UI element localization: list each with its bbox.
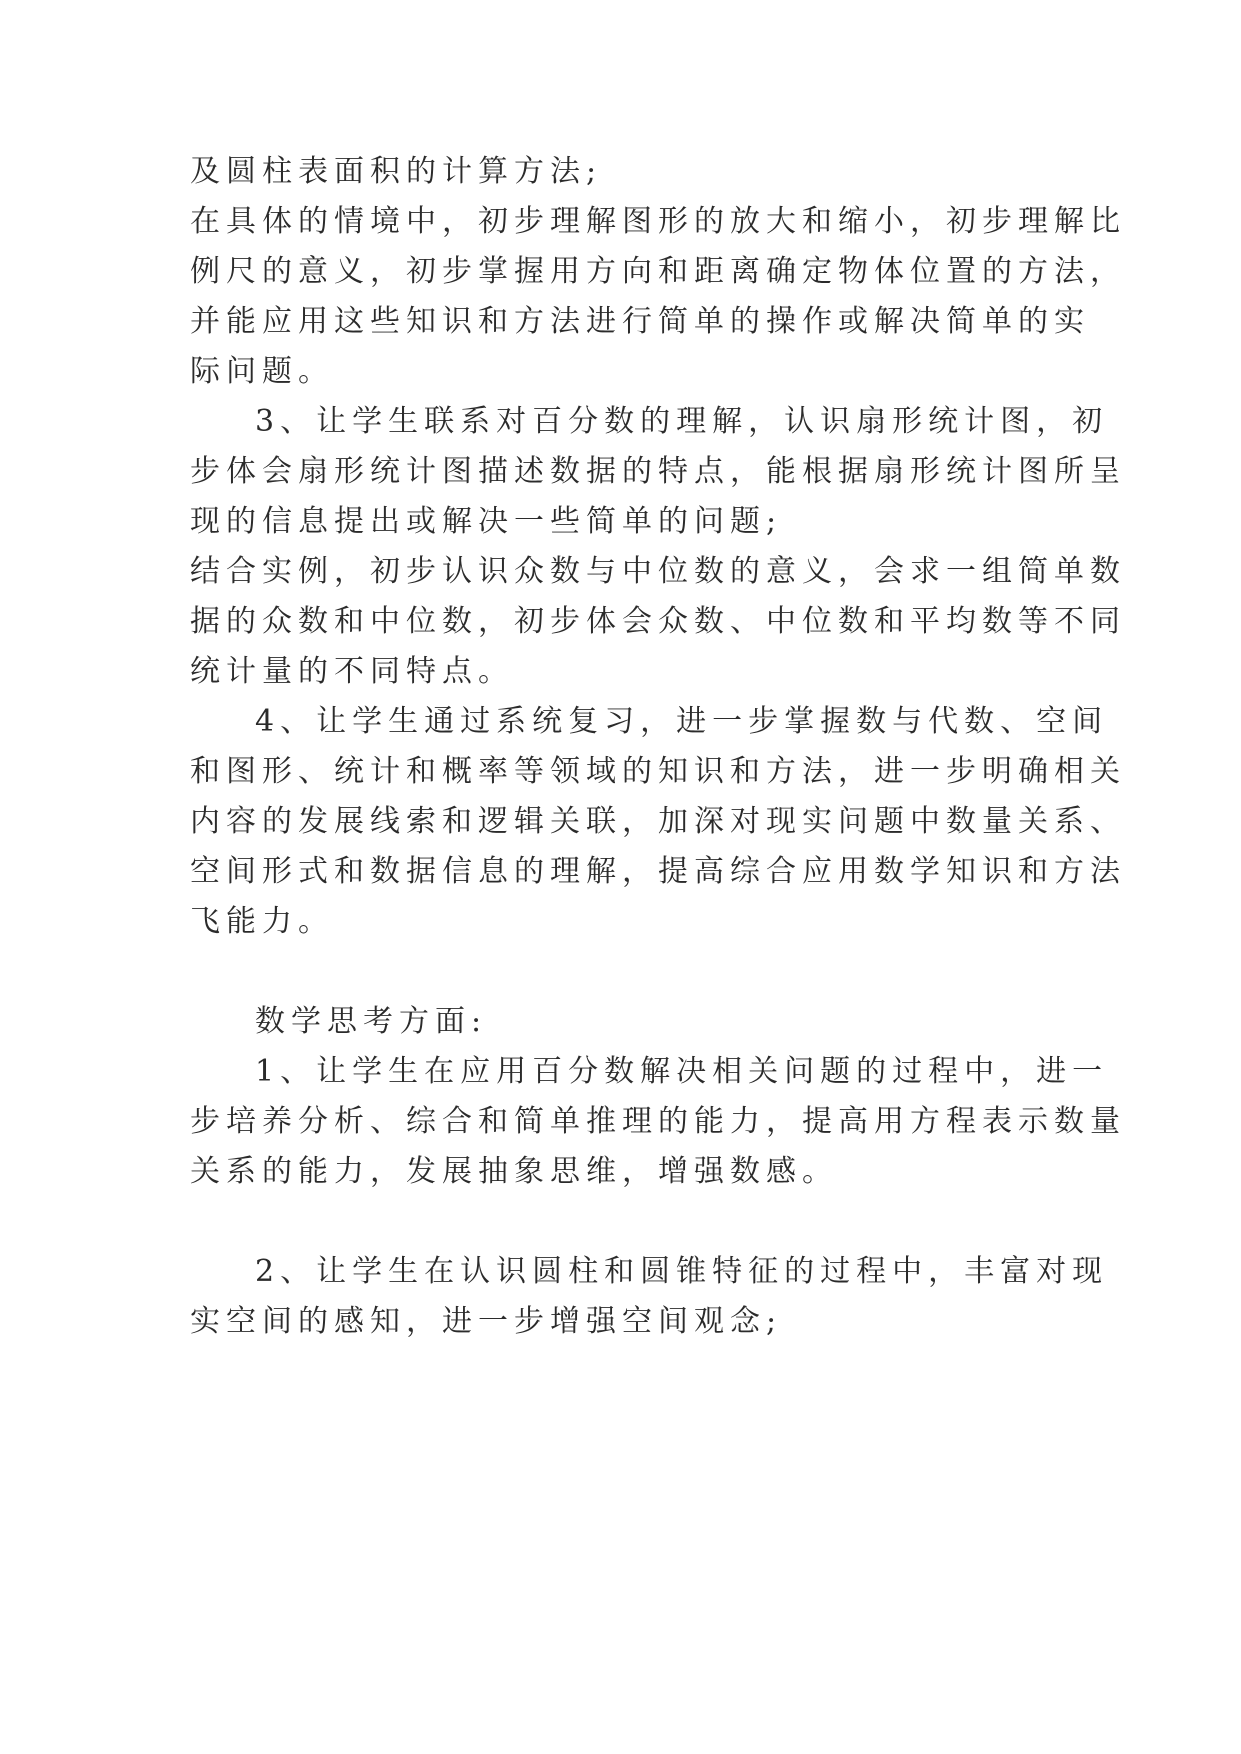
- text-line: 和图形、统计和概率等领域的知识和方法，进一步明确相关: [190, 754, 1126, 789]
- text-line: 实空间的感知，进一步增强空间观念;: [190, 1304, 783, 1339]
- text-line: 1、让学生在应用百分数解决相关问题的过程中，进一: [255, 1054, 1109, 1089]
- text-line: 4、让学生通过系统复习，进一步掌握数与代数、空间: [255, 704, 1109, 739]
- text-line: 并能应用这些知识和方法进行简单的操作或解决简单的实: [190, 304, 1090, 339]
- section-heading: 数学思考方面:: [255, 1004, 488, 1039]
- text-line: 空间形式和数据信息的理解，提高综合应用数学知识和方法: [190, 854, 1126, 889]
- text-line: 及圆柱表面积的计算方法;: [190, 154, 603, 189]
- text-line: 际问题。: [190, 354, 334, 389]
- text-line: 现的信息提出或解决一些简单的问题;: [190, 504, 783, 539]
- text-line: 飞能力。: [190, 904, 334, 939]
- text-line: 据的众数和中位数，初步体会众数、中位数和平均数等不同: [190, 604, 1126, 639]
- text-line: 结合实例，初步认识众数与中位数的意义，会求一组简单数: [190, 554, 1126, 589]
- text-line: 步体会扇形统计图描述数据的特点，能根据扇形统计图所呈: [190, 454, 1126, 489]
- text-line: 关系的能力，发展抽象思维，增强数感。: [190, 1154, 838, 1189]
- text-line: 3、让学生联系对百分数的理解，认识扇形统计图，初: [255, 404, 1109, 439]
- text-line: 步培养分析、综合和简单推理的能力，提高用方程表示数量: [190, 1104, 1126, 1139]
- text-line: 例尺的意义，初步掌握用方向和距离确定物体位置的方法，: [190, 254, 1126, 289]
- text-line: 内容的发展线索和逻辑关联，加深对现实问题中数量关系、: [190, 804, 1126, 839]
- text-line: 2、让学生在认识圆柱和圆锥特征的过程中，丰富对现: [255, 1254, 1109, 1289]
- text-line: 统计量的不同特点。: [190, 654, 514, 689]
- text-line: 在具体的情境中，初步理解图形的放大和缩小，初步理解比: [190, 204, 1126, 239]
